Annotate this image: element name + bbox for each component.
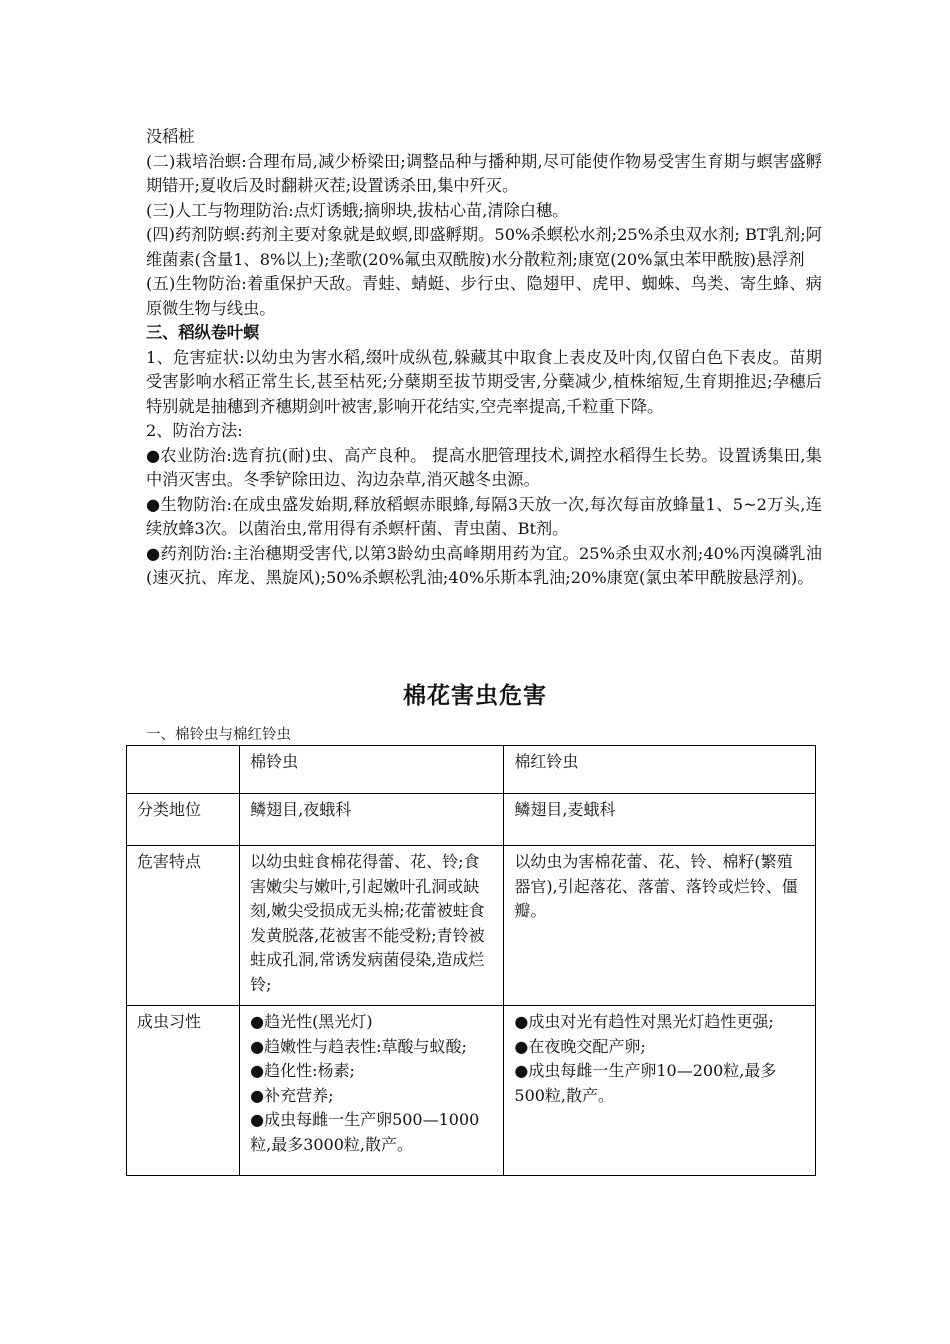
paragraph: 1、危害症状:以幼虫为害水稻,缀叶成纵苞,躲藏其中取食上表皮及叶肉,仅留白色下表皮。苗期受害影响水稻正常生长,甚至枯死;分蘖期至拔节期受害,分蘖减少,植株缩短,生育期推迟;孕穗后特别就是抽穗到齐穗期剑叶被害,影响开花结实,空壳率提高,千粒重下降。: [146, 347, 822, 416]
row-label: 危害特点: [127, 846, 240, 1006]
paragraph: 没稻桩: [146, 127, 195, 146]
table-header-row: [127, 746, 816, 794]
paragraph: 2、防治方法:: [146, 421, 243, 440]
section-heading: 三、稻纵卷叶螟: [146, 323, 260, 342]
row-label: 成虫习性: [127, 1006, 240, 1176]
table-cell: [240, 846, 504, 1006]
header-cell-cotton-bollworm: 棉铃虫: [240, 746, 504, 794]
cell-line: ●趋嫩性与趋表性:草酸与蚁酸;: [250, 1036, 467, 1056]
header-cell-empty: [127, 746, 240, 794]
paragraph: ●药剂防治:主治穗期受害代,以第3龄幼虫高峰期用药为宜。25%杀虫双水剂;40%丙溴磷乳油(速灭抗、库龙、黑旋风);50%杀螟松乳油;40%乐斯本乳油;20%康宽(氯虫苯甲酰胺悬浮剂)。: [146, 543, 822, 587]
body-text: [146, 125, 822, 591]
subheading: 一、棉铃虫与棉红铃虫: [146, 727, 291, 743]
cell-line: 鳞翅目,夜蛾科: [250, 800, 352, 819]
cell-line: ●趋化性:杨素;: [250, 1061, 355, 1080]
cell-line: ●成虫对光有趋性对黑光灯趋性更强;: [514, 1012, 774, 1031]
comparison-table: [126, 745, 816, 1176]
cell-line: 以幼虫为害棉花蕾、花、铃、棉籽(繁殖器官),引起落花、落蕾、落铃或烂铃、僵瓣。: [514, 852, 798, 920]
table-row: [127, 846, 816, 1006]
table-row: [127, 1006, 816, 1176]
paragraph: ●农业防治:选育抗(耐)虫、高产良种。 提高水肥管理技术,调控水稻得生长势。设置诱集田,集中消灭害虫。冬季铲除田边、沟边杂草,消灭越冬虫源。: [146, 445, 822, 489]
cell-line: 以幼虫蛀食棉花得蕾、花、铃;食害嫩尖与嫩叶,引起嫩叶孔洞或缺刻,嫩尖受损成无头棉;花蕾被蛀食发黄脱落,花被害不能受粉;青铃被蛀成孔洞,常诱发病菌侵染,造成烂铃;: [250, 852, 485, 994]
table-row: [127, 794, 816, 846]
table-cell: [504, 1006, 816, 1176]
row-label: 分类地位: [127, 794, 240, 846]
table-cell: [504, 794, 816, 846]
cell-line: ●在夜晚交配产卵;: [514, 1036, 646, 1056]
table-cell: [240, 794, 504, 846]
paragraph: ●生物防治:在成虫盛发始期,释放稻螟赤眼蜂,每隔3天放一次,每次每亩放蜂量1、5~2万头,连续放蜂3次。以菌治虫,常用得有杀螟杆菌、青虫菌、Bt剂。: [146, 494, 822, 538]
cell-line: ●成虫每雌一生产卵10—200粒,最多500粒,散产。: [514, 1061, 777, 1105]
section-title: 棉花害虫危害: [403, 682, 547, 709]
paragraph: (三)人工与物理防治:点灯诱蛾;摘卵块,拔枯心苗,清除白穗。: [146, 200, 569, 220]
paragraph: (四)药剂防螟:药剂主要对象就是蚁螟,即盛孵期。50%杀螟松水剂;25%杀虫双水剂; BT乳剂;阿维菌素(含量1、8%以上);垄歌(20%氟虫双酰胺)水分散粒剂;康宽(20%氯虫苯甲酰胺)悬浮剂: [146, 225, 822, 269]
cell-line: ●趋光性(黑光灯): [250, 1012, 373, 1031]
cell-line: ●成虫每雌一生产卵500—1000粒,最多3000粒,散产。: [250, 1110, 480, 1154]
paragraph: (二)栽培治螟:合理布局,减少桥梁田;调整品种与播种期,尽可能使作物易受害生育期与螟害盛孵期错开;夏收后及时翻耕灭茬;设置诱杀田,集中歼灭。: [146, 151, 822, 195]
cell-line: ●补充营养;: [250, 1085, 334, 1105]
header-cell-pink-bollworm: 棉红铃虫: [504, 746, 816, 794]
paragraph: (五)生物防治:着重保护天敌。青蛙、蜻蜓、步行虫、隐翅甲、虎甲、蜘蛛、鸟类、寄生蜂、病原微生物与线虫。: [146, 274, 822, 318]
table-cell: [504, 846, 816, 1006]
cell-line: 鳞翅目,麦蛾科: [514, 800, 616, 819]
table-cell: [240, 1006, 504, 1176]
